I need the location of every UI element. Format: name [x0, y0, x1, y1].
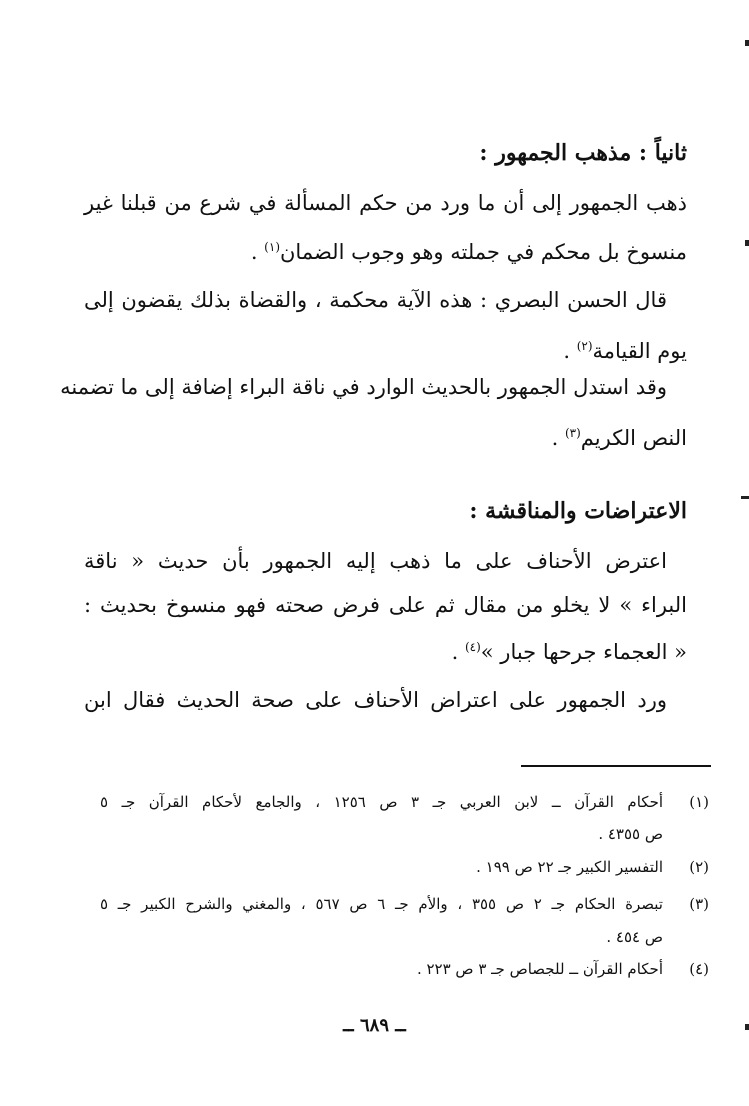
footnote-3-text: تبصرة الحكام جـ ٢ ص ٣٥٥ ، والأم جـ ٦ ص ٥٦٧ ، والمغني والشرح الكبير جـ ٥: [100, 895, 663, 913]
footnote-4-number: (٤): [689, 960, 709, 978]
subheading: الاعتراضات والمناقشة :: [469, 498, 687, 524]
footnote-4-text: أحكام القرآن ــ للجصاص جـ ٣ ص ٢٢٣ .: [416, 960, 663, 978]
p5-line1: ورد الجمهور على اعتراض الأحناف على صحة الحديث فقال ابن: [84, 688, 667, 712]
p1-end: .: [250, 240, 265, 264]
scan-mark: [745, 240, 749, 246]
footnote-1-number: (١): [689, 793, 709, 811]
footnote-ref-1[interactable]: (١): [264, 240, 280, 254]
p4-line3: [452, 632, 687, 667]
p3-line2-text: النص الكريم: [580, 426, 687, 450]
footnote-1-text: أحكام القرآن ــ لابن العربي جـ ٣ ص ١٢٥٦ ، والجامع لأحكام القرآن جـ ٥: [100, 793, 664, 811]
footnote-ref-4[interactable]: (٤): [464, 640, 481, 654]
footnote-1-cont: ص ٤٣٥٥ .: [598, 825, 663, 843]
p1-line2: [251, 232, 687, 267]
p2-line1: قال الحسن البصري : هذه الآية محكمة ، والقضاة بذلك يقضون إلى: [84, 288, 667, 312]
p1-line2-text: منسوخ بل محكم في جملته وهو وجوب الضمان: [280, 240, 687, 264]
p2-end: .: [563, 339, 577, 363]
p2-line2: [563, 331, 687, 366]
section-heading: ثانياً : مذهب الجمهور :: [479, 140, 687, 166]
p4-line3-text: « العجماء جرحها جبار »: [480, 640, 687, 664]
p3-line1: وقد استدل الجمهور بالحديث الوارد في ناقة البراء إضافة إلى ما تضمنه: [60, 375, 667, 399]
p3-line2: [552, 418, 687, 453]
footnote-3-cont: ص ٤٥٤ .: [606, 928, 663, 946]
scan-mark: [745, 40, 749, 46]
footnote-ref-2[interactable]: (٢): [576, 339, 593, 353]
footnote-separator: [521, 765, 711, 767]
scan-mark: [741, 496, 749, 499]
p4-line1: اعترض الأحناف على ما ذهب إليه الجمهور بأن حديث « ناقة: [84, 549, 667, 573]
page-number: ــ ٦٨٩ ــ: [343, 1015, 406, 1036]
p4-end: .: [451, 640, 465, 664]
p2-line2-text: يوم القيامة: [592, 339, 687, 363]
p1-line1: ذهب الجمهور إلى أن ما ورد من حكم المسألة في شرع من قبلنا غير: [84, 191, 687, 215]
p3-end: .: [551, 426, 565, 450]
footnote-2-number: (٢): [689, 858, 709, 876]
footnote-ref-3[interactable]: (٣): [564, 426, 581, 440]
p4-line2: البراء » لا يخلو من مقال ثم على فرض صحته فهو منسوخ بحديث :: [84, 593, 687, 617]
footnote-2-text: التفسير الكبير جـ ٢٢ ص ١٩٩ .: [476, 858, 663, 876]
footnote-3-number: (٣): [689, 895, 709, 913]
